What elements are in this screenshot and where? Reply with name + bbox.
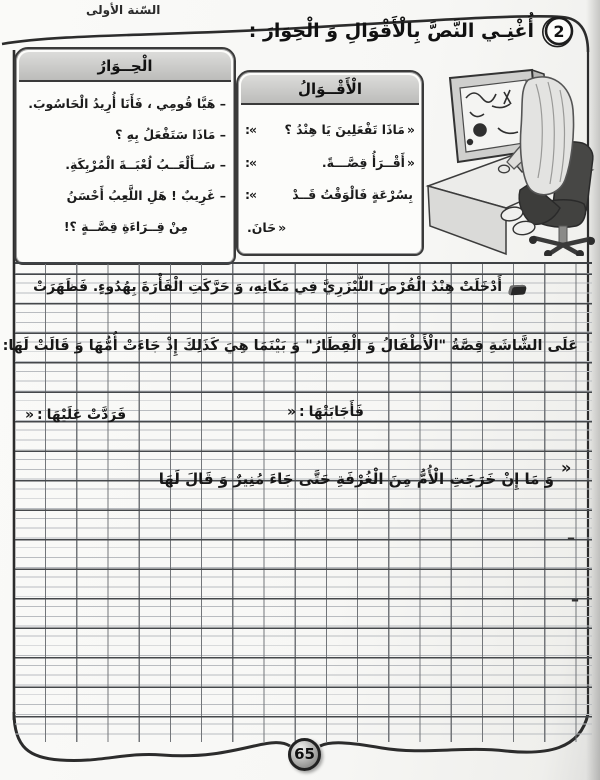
quote-colon-mark: :« — [245, 122, 257, 137]
quote-open-mark: » — [406, 122, 415, 137]
grade-label: السّنة الأولى — [86, 3, 161, 17]
dialogue-line: – سَــأَلْعَــبُ لُعْبَــةَ الْمُرْبِكَةِ. — [65, 157, 226, 173]
saying-text: حَانَ. — [247, 219, 277, 235]
dialogue-box-title: الْحِــوَارُ — [19, 52, 231, 82]
exercise-number-badge — [540, 12, 578, 50]
saying-line — [245, 147, 415, 180]
paragraph-ornament-icon — [508, 285, 528, 296]
reply-prompt-label: فَرَدَّتْ عَلَيْهَا — [46, 407, 127, 423]
girl-shoe — [512, 220, 536, 237]
saying-text: أَقْــرَأُ قِصَّـــةً. — [321, 154, 405, 170]
sayings-box-title: الْأَقْــوَالُ — [241, 75, 419, 105]
written-line-3: وَ مَا إِنْ خَرَجَتِ الْأُمُّ مِنَ الْغُرْفَةِ حَتَّى جَاءَ مُنِيرٌ وَ قَالَ لَهَا — [158, 470, 554, 488]
saying-text: بِسُرْعَةٍ فَالْوَقْتُ قَــدْ — [292, 187, 413, 202]
dialogue-dash: – — [567, 528, 575, 547]
dialogue-box — [14, 47, 236, 265]
page-number-badge: 65 — [288, 738, 321, 771]
girl-hair — [520, 77, 573, 195]
dialogue-line: مِنْ قِــرَاءَةِ قِصَّــةٍ ؟! — [63, 218, 188, 234]
dialogue-box-body — [16, 85, 234, 242]
dialogue-line: – هَيَّا قُومِي ، فَأَنَا أُرِيدُ الْحَاسُوبَ. — [28, 96, 226, 111]
answer-prompt-label: فَأَجَابَتْهَا — [308, 404, 364, 420]
exercise-number: 2 — [553, 22, 565, 41]
written-line-1: أَدْخَلَتْ هِنْدُ الْقُرْصَ اللَّيْزَرِيَّ فِي مَكَانِهِ، وَ حَرَّكَتِ الْفَأْرَةَ بِهُدُوءٍ. فَظَهَرَتْ — [33, 279, 502, 295]
written-line-2: عَلَى الشَّاشَةِ قِصَّةُ "الْأَطْفَالُ وَ الْقِطَارُ" وَ بَيْنَمَا هِيَ كَذَلِكَ إِذْ جَاءَتْ أُمُّهَا وَ قَالَتْ لَهَا: — [2, 338, 578, 354]
sayings-box-body — [238, 108, 422, 244]
saying-line — [245, 114, 415, 147]
writing-grid — [2, 262, 592, 742]
quote-open-mark: » — [406, 154, 415, 170]
saying-text: مَاذَا تَفْعَلِينَ يَا هِنْدُ ؟ — [284, 122, 405, 137]
reply-prompt — [25, 407, 126, 423]
dialogue-dash: – — [571, 590, 579, 609]
quote-open-mark: » — [287, 404, 296, 420]
quote-colon-mark: :« — [245, 154, 257, 170]
quote-colon-mark: :« — [245, 187, 257, 202]
quote-open-mark: » — [25, 407, 34, 423]
answer-prompt — [287, 404, 364, 420]
quote-close-mark: » — [561, 458, 571, 477]
dialogue-line: – غَرِيبٌ ! هَلِ اللَّعِبُ أَحْسَنُ — [66, 187, 226, 203]
saying-line — [245, 179, 415, 212]
swirl-circle-icon — [540, 12, 578, 50]
mouse — [499, 165, 510, 173]
quote-close-mark: » — [278, 219, 287, 235]
girl-at-computer-illustration — [420, 58, 596, 256]
dialogue-line: – مَاذَا سَتَفْعَلُ بِهِ ؟ — [115, 126, 226, 142]
colon-mark: : — [299, 404, 305, 420]
chair-pole — [559, 226, 567, 244]
colon-mark: : — [37, 407, 43, 423]
exercise-title: أُغْنِـي النَّصَّ بِالْأَقْوَالِ وَ الْحِوَارَ : — [248, 20, 534, 42]
saying-line — [245, 212, 415, 245]
sayings-box — [236, 70, 424, 256]
